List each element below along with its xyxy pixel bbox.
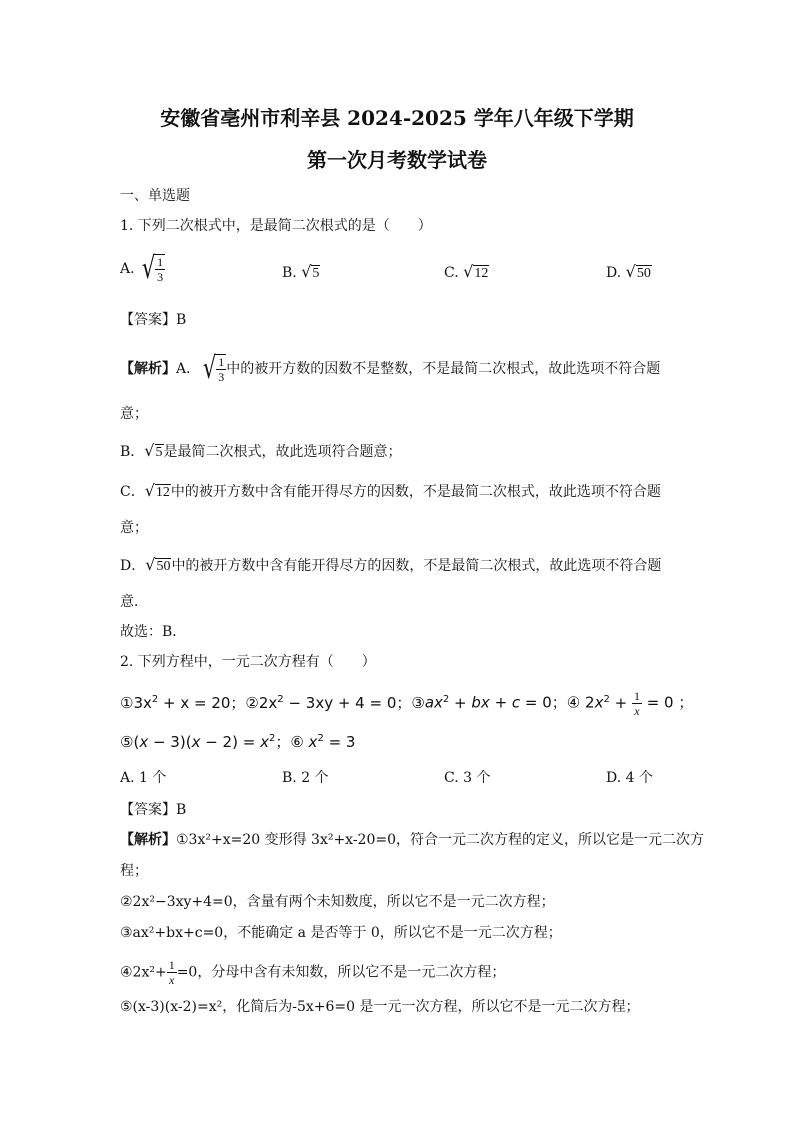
analysis-text: 是最简二次根式，故此选项符合题意； <box>163 444 402 460</box>
q1-option-a <box>120 252 165 286</box>
radicand: 50 <box>156 559 171 574</box>
analysis-text: =0，分母中含有未知数，所以它不是一元二次方程； <box>176 964 506 981</box>
option-label: A. <box>120 261 135 277</box>
option-prefix: C． <box>120 484 145 500</box>
q1-option-b <box>282 262 320 284</box>
radicand: 12 <box>474 266 489 281</box>
q2-analysis-1-tail: 程； <box>120 863 148 879</box>
q1-analysis-d <box>120 555 661 577</box>
q1-analysis-a <box>120 352 660 386</box>
sqrt: √12 <box>463 262 489 281</box>
q2-answer: 【答案】B <box>120 802 187 818</box>
analysis-tag: 【解析】 <box>120 361 176 377</box>
title-line-2: 第一次月考数学试卷 <box>307 148 487 172</box>
analysis-prefix: ④2x²+ <box>120 964 167 981</box>
q1-answer: 【答案】B <box>120 312 187 328</box>
q1-analysis-b <box>120 441 402 463</box>
q2-option-d <box>606 768 653 788</box>
option-text: 2 个 <box>301 770 329 786</box>
option-text: 3 个 <box>463 770 491 786</box>
radicand: 5 <box>155 445 163 460</box>
option-label: D. <box>606 265 622 281</box>
option-prefix: A． <box>176 361 201 377</box>
analysis-text: 中的被开方数的因数不是整数，不是最简二次根式，故此选项不符合题 <box>226 361 661 377</box>
q2-analysis-2: ②2x²−3xy+4=0，含量有两个未知数度，所以它不是一元二次方程； <box>120 894 555 910</box>
q1-option-d <box>606 262 652 284</box>
q1-stem: 1. 下列二次根式中，是最简二次根式的是（ ） <box>120 218 432 234</box>
q1-option-c <box>444 262 489 284</box>
option-prefix: D． <box>120 558 146 574</box>
q2-stem: 2. 下列方程中，一元二次方程有（ ） <box>120 654 376 670</box>
q1-analysis-c <box>120 481 661 503</box>
q2-analysis-4 <box>120 958 505 987</box>
sqrt-fraction: √ $\frac{1}{3}$ <box>141 251 164 286</box>
title-line-1: 安徽省亳州市利辛县 2024-2025 学年八年级下学期 <box>160 106 634 130</box>
sqrt: √5 <box>301 262 320 281</box>
q2-option-c <box>444 768 490 788</box>
option-label: C. <box>444 265 459 281</box>
q2-analysis-1 <box>120 830 704 850</box>
sqrt: √5 <box>144 441 163 460</box>
q2-analysis-3: ③ax²+bx+c=0，不能确定 a 是否等于 0，所以它不是一元二次方程； <box>120 925 562 941</box>
option-label: C. <box>444 770 459 786</box>
analysis-text: 中的被开方数中含有能开得尽方的因数，不是最简二次根式，故此选项不符合题 <box>170 484 661 500</box>
q2-option-b <box>282 768 329 788</box>
sqrt: √50 <box>625 262 651 281</box>
fraction-numerator: 1 <box>218 355 225 369</box>
fraction-one-over-x: $\frac{1}{x}$ <box>168 958 175 987</box>
analysis-text: ①3x²+x=20 变形得 3x²+x-20=0，符合一元二次方程的定义，所以它是一元二次方 <box>176 832 705 848</box>
sqrt-fraction: √ $\frac{1}{3}$ <box>202 351 225 386</box>
sqrt: √50 <box>145 555 171 574</box>
section-heading: 一、单选题 <box>120 188 190 204</box>
option-text: 1 个 <box>139 770 167 786</box>
fraction-denominator: 3 <box>157 270 164 284</box>
option-label: B. <box>282 265 297 281</box>
option-label: D. <box>606 770 622 786</box>
radicand: 12 <box>155 485 170 500</box>
q2-analysis-5: ⑤(x-3)(x-2)=x²，化简后为-5x+6=0 是一元一次方程，所以它不是一元二次方程； <box>120 999 640 1015</box>
analysis-tag: 【解析】 <box>120 832 176 848</box>
q1-analysis-c-tail: 意； <box>120 520 148 536</box>
option-label: B. <box>282 770 297 786</box>
radicand: 50 <box>636 266 651 281</box>
analysis-text: 中的被开方数中含有能开得尽方的因数，不是最简二次根式，故此选项不符合题 <box>171 558 662 574</box>
option-prefix: B． <box>120 444 145 460</box>
q2-option-a <box>120 768 166 788</box>
q1-conclusion: 故选：B． <box>120 624 187 640</box>
fraction-denominator: 3 <box>218 370 225 384</box>
option-label: A. <box>120 770 135 786</box>
sqrt: √12 <box>144 481 170 500</box>
q2-equations-line-2: ⑤(x − $3)(x - 2) = x^2$；⑥ $x^2 = 3$ <box>120 733 356 751</box>
radicand: 5 <box>312 266 320 281</box>
option-text: 4 个 <box>625 770 653 786</box>
q1-analysis-d-tail: 意． <box>120 594 148 610</box>
q1-analysis-a-tail: 意； <box>120 406 148 422</box>
fraction-numerator: 1 <box>157 255 164 269</box>
q2-equations-line-1: $①3x^2 + x = 20$；$②2x^2 - 3xy + 4 = 0$；$③ax^2$ + bx + c = 0；④ $2x^2$ + $\frac{1}{x}$ = 0 ； <box>120 689 694 718</box>
